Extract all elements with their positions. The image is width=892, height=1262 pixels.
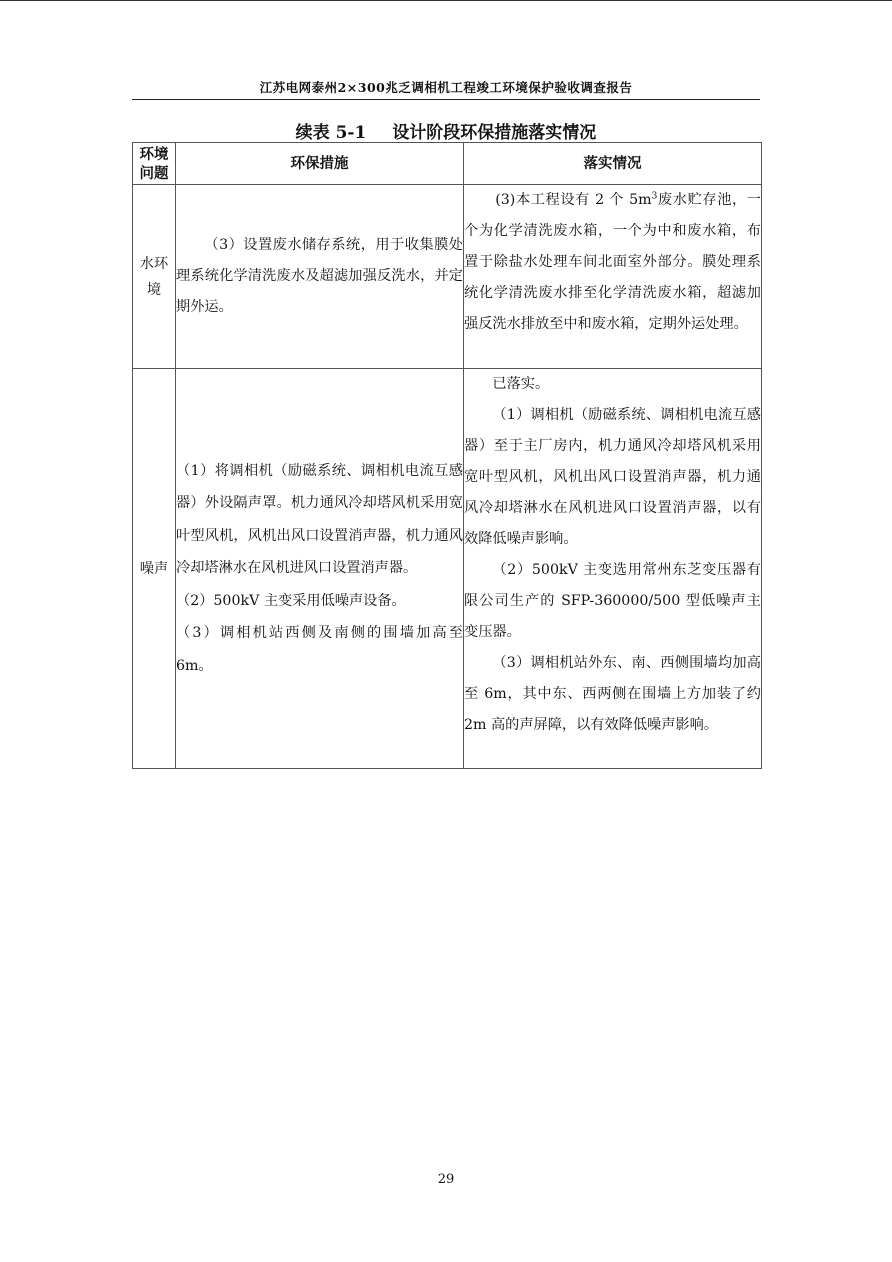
col-header-status: 落实情况 — [464, 143, 762, 185]
status-paragraph: （2）500kV 主变选用常州东芝变压器有限公司生产的 SFP-360000/500 型低噪声主变压器。 — [464, 562, 761, 640]
table-title: 设计阶段环保措施落实情况 — [392, 123, 597, 143]
table-number: 续表 5-1 — [295, 123, 367, 143]
measure-paragraph: （2）500kV 主变采用低噪声设备。 — [176, 592, 406, 609]
status-paragraph: （3）调相机站外东、南、西侧围墙均加高至 6m，其中东、西两侧在围墙上方加装了约 2m 高的声屏障，以有效降低噪声影响。 — [464, 655, 761, 733]
status-cell-noise — [464, 369, 762, 769]
status-text-pre: (3)本工程设有 2 个 5m — [495, 192, 652, 208]
running-header: 江苏电网泰州2×300兆乏调相机工程竣工环境保护验收调查报告 — [259, 80, 633, 95]
status-superscript: 3 — [651, 191, 658, 202]
issue-cell-water — [133, 185, 176, 369]
col-header-issue-line1: 环境 — [139, 145, 169, 163]
status-text-post: 废水贮存池，一个为化学清洗废水箱，一个为中和废水箱，布置于除盐水处理车间北面室外部分。膜处理系统化学清洗废水排至化学清洗废水箱，超滤加强反洗水排放至中和废水箱，定期外运处理。 — [464, 192, 761, 332]
issue-label-line1: 水环 — [139, 255, 169, 272]
header-rule — [132, 99, 760, 100]
table-row-noise — [133, 369, 762, 769]
col-header-issue-line2: 问题 — [139, 164, 169, 182]
measures-table — [132, 142, 762, 769]
col-header-measures: 环保措施 — [176, 143, 464, 185]
status-paragraph: （1）调相机（励磁系统、调相机电流互感器）至于主厂房内，机力通风冷却塔风机采用宽叶型风机，风机出风口设置消声器，机力通风冷却塔淋水在风机进风口设置消声器，以有效降低噪声影响。 — [464, 407, 761, 547]
col-header-issue — [133, 143, 176, 185]
table-row-water — [133, 185, 762, 369]
measure-paragraph: （3）设置废水储存系统，用于收集膜处理系统化学清洗废水及超滤加强反洗水，并定期外运。 — [176, 237, 463, 315]
status-paragraph: 已落实。 — [492, 376, 550, 392]
issue-cell-noise: 噪声 — [133, 369, 176, 769]
measure-cell-water — [176, 185, 464, 369]
page-number: 29 — [437, 1172, 455, 1187]
measure-paragraph: （1）将调相机（励磁系统、调相机电流互感器）外设隔声罩。机力通风冷却塔风机采用宽叶型风机，风机出风口设置消声器，机力通风冷却塔淋水在风机进风口设置消声器。 — [176, 462, 463, 577]
status-paragraph — [464, 185, 761, 340]
table-caption — [132, 118, 760, 143]
table-header-row — [133, 143, 762, 185]
measure-paragraph: （3）调相机站西侧及南侧的围墙加高至 6m。 — [176, 625, 463, 674]
issue-label-line2: 境 — [146, 281, 162, 298]
status-cell-water — [464, 185, 762, 369]
measure-cell-noise — [176, 369, 464, 769]
page-top-border — [0, 0, 892, 1]
